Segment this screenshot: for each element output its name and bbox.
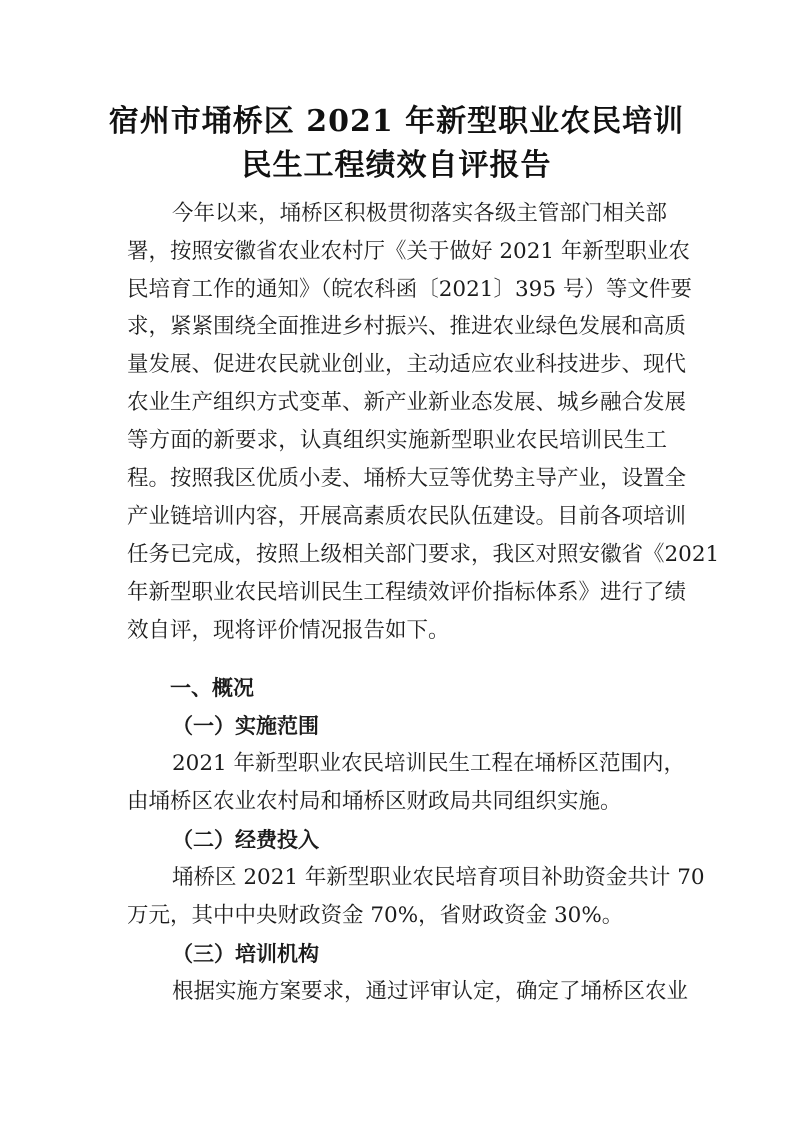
intro-line-2: 署，按照安徽省农业农村厅《关于做好 2021 年新型职业农 [127,239,690,264]
intro-line-8: 程。按照我区优质小麦、埇桥大豆等优势主导产业，设置全 [127,466,687,491]
intro-line-10: 任务已完成，按照上级相关部门要求，我区对照安徽省《2021 [127,542,720,567]
intro-line-5: 量发展、促进农民就业创业，主动适应农业科技进步、现代 [127,352,687,377]
section-heading-overview: 一、概况 [170,676,254,700]
report-title-line-2: 民生工程绩效自评报告 [241,148,552,183]
intro-line-7: 等方面的新要求，认真组织实施新型职业农民培训民生工 [127,428,667,453]
scope-line-2: 由埇桥区农业农村局和埇桥区财政局共同组织实施。 [127,789,622,814]
subsection-heading-funding: （二）经费投入 [172,828,319,852]
intro-line-11: 年新型职业农民培训民生工程绩效评价指标体系》进行了绩 [127,580,687,605]
intro-line-1: 今年以来，埇桥区积极贯彻落实各级主管部门相关部 [172,201,667,226]
funding-line-1: 埇桥区 2021 年新型职业农民培育项目补助资金共计 70 [172,865,705,890]
intro-line-9: 产业链培训内容，开展高素质农民队伍建设。目前各项培训 [127,504,687,529]
institutions-line-1: 根据实施方案要求，通过评审认定，确定了埇桥区农业 [172,979,689,1004]
report-title-line-1: 宿州市埇桥区 2021 年新型职业农民培训 [108,104,685,139]
funding-line-2: 万元，其中中央财政资金 70%，省财政资金 30%。 [127,903,624,928]
intro-line-12: 效自评，现将评价情况报告如下。 [127,618,450,643]
subsection-heading-scope: （一）实施范围 [172,714,319,738]
intro-line-6: 农业生产组织方式变革、新产业新业态发展、城乡融合发展 [127,390,687,415]
scope-line-1: 2021 年新型职业农民培训民生工程在埇桥区范围内， [172,751,686,776]
subsection-heading-institutions: （三）培训机构 [172,942,319,966]
intro-line-4: 求，紧紧围绕全面推进乡村振兴、推进农业绿色发展和高质 [127,314,687,339]
intro-line-3: 民培育工作的通知》（皖农科函〔2021〕395 号）等文件要 [127,277,692,302]
